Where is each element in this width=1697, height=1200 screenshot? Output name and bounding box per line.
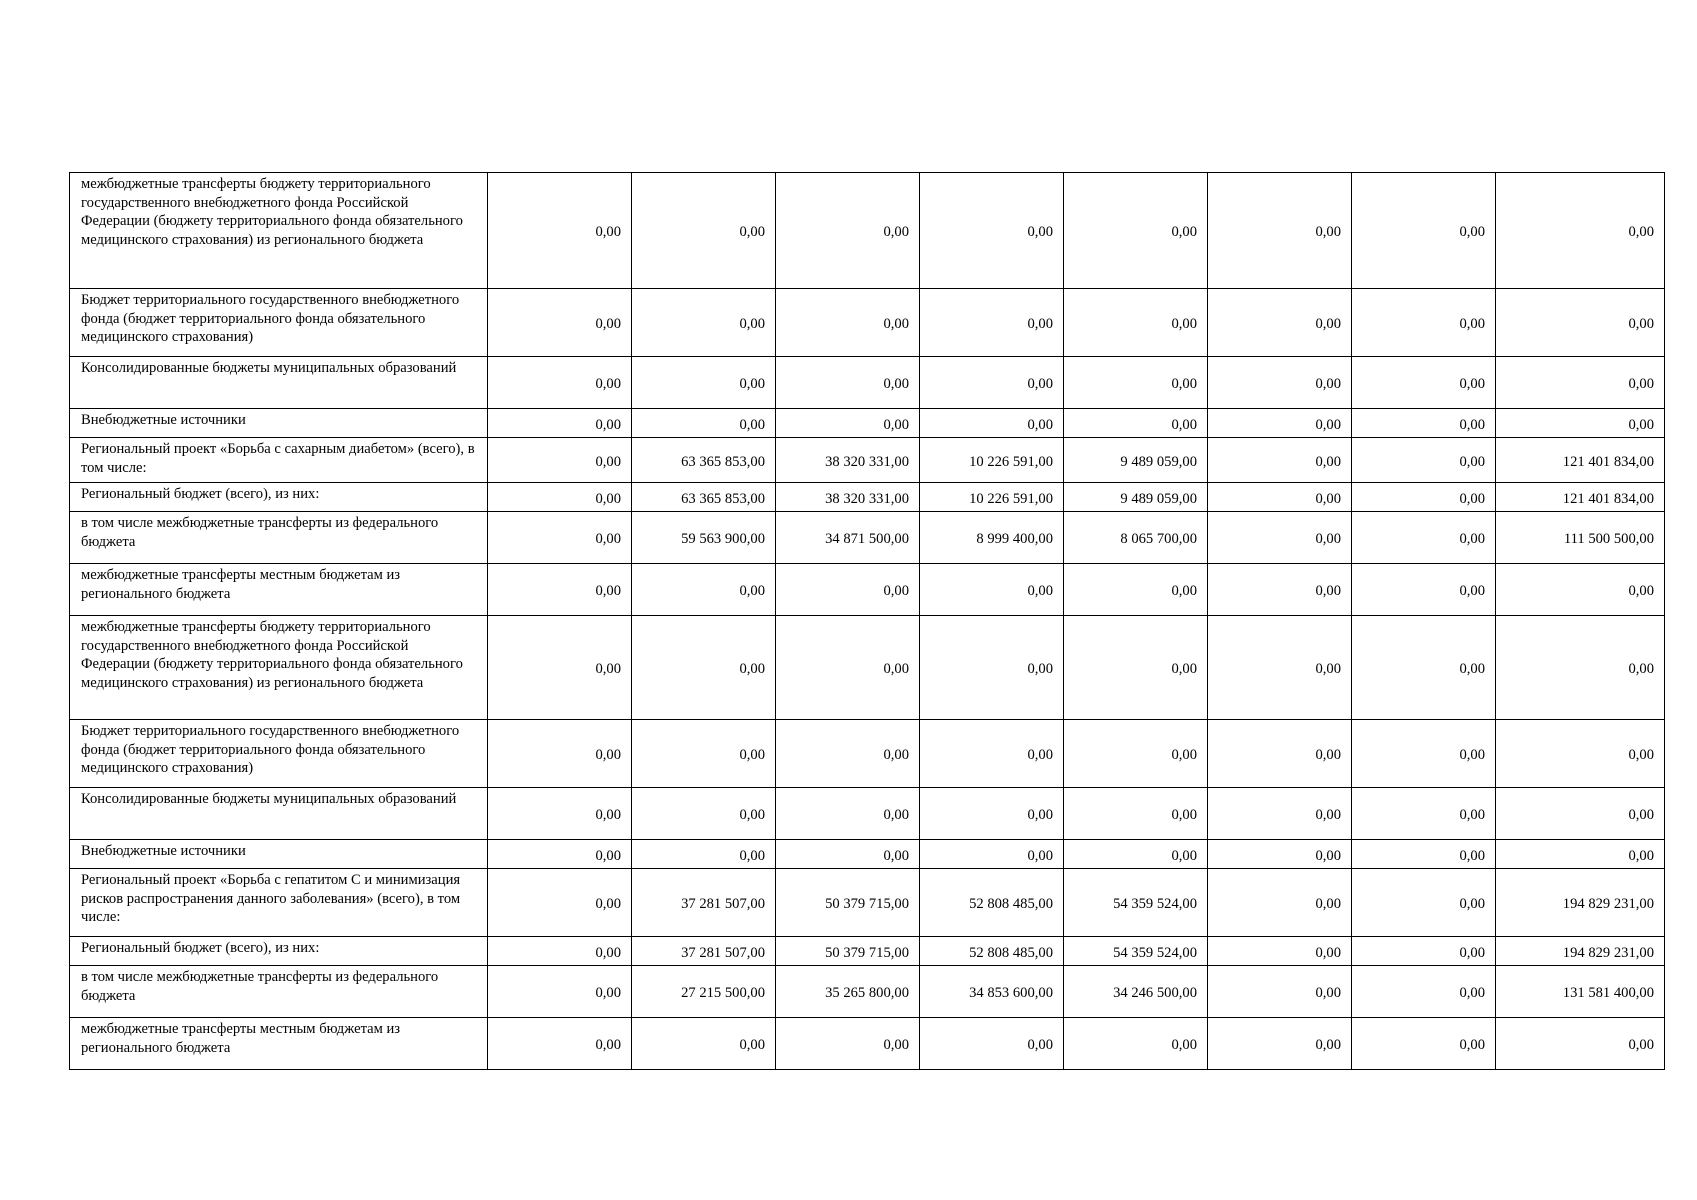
table-row [70,788,1665,840]
value-cell: 0,00 [488,289,632,357]
value-cell: 0,00 [1208,438,1352,483]
value-cell: 111 500 500,00 [1496,512,1665,564]
value-cell: 9 489 059,00 [1064,483,1208,512]
value-cell: 0,00 [1208,483,1352,512]
value-cell: 194 829 231,00 [1496,937,1665,966]
value-cell: 0,00 [1496,173,1665,289]
value-cell: 0,00 [1064,409,1208,438]
value-cell: 0,00 [1208,289,1352,357]
value-cell: 0,00 [1496,357,1665,409]
value-cell: 63 365 853,00 [632,438,776,483]
value-cell: 0,00 [488,788,632,840]
value-cell: 0,00 [1496,289,1665,357]
row-label-cell: Региональный проект «Борьба с сахарным диабетом» (всего), в том числе: [70,438,488,483]
value-cell: 0,00 [1208,788,1352,840]
value-cell: 54 359 524,00 [1064,869,1208,937]
value-cell: 9 489 059,00 [1064,438,1208,483]
row-label-cell: Консолидированные бюджеты муниципальных образований [70,357,488,409]
value-cell: 0,00 [1352,788,1496,840]
value-cell: 50 379 715,00 [776,869,920,937]
value-cell: 37 281 507,00 [632,937,776,966]
table-row [70,564,1665,616]
value-cell: 0,00 [920,840,1064,869]
value-cell: 0,00 [632,788,776,840]
value-cell: 0,00 [776,788,920,840]
table-row [70,1018,1665,1070]
row-label-cell: межбюджетные трансферты местным бюджетам из регионального бюджета [70,1018,488,1070]
value-cell: 52 808 485,00 [920,937,1064,966]
value-cell: 0,00 [632,357,776,409]
value-cell: 10 226 591,00 [920,483,1064,512]
value-cell: 27 215 500,00 [632,966,776,1018]
value-cell: 0,00 [1208,966,1352,1018]
value-cell: 8 065 700,00 [1064,512,1208,564]
value-cell: 0,00 [632,616,776,720]
value-cell: 0,00 [776,616,920,720]
value-cell: 0,00 [1352,289,1496,357]
value-cell: 37 281 507,00 [632,869,776,937]
table-row [70,616,1665,720]
value-cell: 0,00 [1496,616,1665,720]
value-cell: 0,00 [1352,937,1496,966]
row-label-cell: межбюджетные трансферты бюджету территориального государственного внебюджетного фонда Российской Федерации (бюджету территориального фонда обязательного медицинского страхования) из регионального бюджета [70,616,488,720]
value-cell: 0,00 [488,409,632,438]
value-cell: 0,00 [920,1018,1064,1070]
value-cell: 50 379 715,00 [776,937,920,966]
value-cell: 0,00 [632,173,776,289]
value-cell: 0,00 [1352,483,1496,512]
value-cell: 52 808 485,00 [920,869,1064,937]
table-row [70,173,1665,289]
value-cell: 10 226 591,00 [920,438,1064,483]
value-cell: 59 563 900,00 [632,512,776,564]
value-cell: 0,00 [1208,409,1352,438]
value-cell: 0,00 [1496,840,1665,869]
value-cell: 0,00 [488,720,632,788]
value-cell: 0,00 [1064,357,1208,409]
row-label-cell: Внебюджетные источники [70,840,488,869]
value-cell: 0,00 [776,173,920,289]
value-cell: 0,00 [632,564,776,616]
value-cell: 0,00 [1064,564,1208,616]
value-cell: 0,00 [776,1018,920,1070]
table-row [70,409,1665,438]
row-label-cell: Бюджет территориального государственного внебюджетного фонда (бюджет территориального фонда обязательного медицинского страхования) [70,289,488,357]
row-label-cell: Бюджет территориального государственного внебюджетного фонда (бюджет территориального фонда обязательного медицинского страхования) [70,720,488,788]
value-cell: 0,00 [776,564,920,616]
value-cell: 0,00 [488,869,632,937]
table-row [70,840,1665,869]
value-cell: 0,00 [1496,788,1665,840]
value-cell: 54 359 524,00 [1064,937,1208,966]
value-cell: 0,00 [1352,869,1496,937]
value-cell: 0,00 [488,512,632,564]
table-row [70,289,1665,357]
value-cell: 0,00 [920,788,1064,840]
value-cell: 0,00 [1208,564,1352,616]
row-label-cell: Консолидированные бюджеты муниципальных образований [70,788,488,840]
value-cell: 0,00 [920,409,1064,438]
value-cell: 0,00 [488,966,632,1018]
value-cell: 35 265 800,00 [776,966,920,1018]
value-cell: 0,00 [1208,357,1352,409]
value-cell: 0,00 [1352,616,1496,720]
row-label-cell: Региональный бюджет (всего), из них: [70,483,488,512]
value-cell: 0,00 [776,840,920,869]
value-cell: 0,00 [1064,1018,1208,1070]
value-cell: 0,00 [632,840,776,869]
value-cell: 0,00 [488,840,632,869]
table-row [70,720,1665,788]
value-cell: 8 999 400,00 [920,512,1064,564]
value-cell: 121 401 834,00 [1496,438,1665,483]
value-cell: 0,00 [488,1018,632,1070]
value-cell: 131 581 400,00 [1496,966,1665,1018]
value-cell: 0,00 [632,1018,776,1070]
value-cell: 0,00 [1208,937,1352,966]
value-cell: 0,00 [920,564,1064,616]
value-cell: 0,00 [1352,840,1496,869]
value-cell: 63 365 853,00 [632,483,776,512]
value-cell: 0,00 [632,289,776,357]
value-cell: 0,00 [1208,720,1352,788]
value-cell: 0,00 [1208,512,1352,564]
value-cell: 0,00 [776,409,920,438]
table-row [70,869,1665,937]
value-cell: 0,00 [1496,564,1665,616]
value-cell: 0,00 [1064,788,1208,840]
value-cell: 0,00 [1496,409,1665,438]
value-cell: 0,00 [920,616,1064,720]
value-cell: 194 829 231,00 [1496,869,1665,937]
value-cell: 0,00 [1352,564,1496,616]
value-cell: 0,00 [1352,357,1496,409]
value-cell: 0,00 [1208,869,1352,937]
value-cell: 0,00 [1352,512,1496,564]
value-cell: 0,00 [632,720,776,788]
value-cell: 0,00 [776,720,920,788]
value-cell: 0,00 [488,483,632,512]
value-cell: 0,00 [920,720,1064,788]
row-label-cell: в том числе межбюджетные трансферты из федерального бюджета [70,512,488,564]
value-cell: 0,00 [488,173,632,289]
row-label-cell: Региональный проект «Борьба с гепатитом С и минимизация рисков распространения данного заболевания» (всего), в том числе: [70,869,488,937]
row-label-cell: Внебюджетные источники [70,409,488,438]
value-cell: 121 401 834,00 [1496,483,1665,512]
value-cell: 0,00 [488,438,632,483]
value-cell: 0,00 [1352,966,1496,1018]
table-row [70,438,1665,483]
value-cell: 0,00 [920,173,1064,289]
value-cell: 0,00 [1064,173,1208,289]
value-cell: 0,00 [1064,720,1208,788]
row-label-cell: в том числе межбюджетные трансферты из федерального бюджета [70,966,488,1018]
value-cell: 0,00 [1064,840,1208,869]
table-row [70,483,1665,512]
value-cell: 38 320 331,00 [776,483,920,512]
value-cell: 0,00 [1352,720,1496,788]
table-row [70,512,1665,564]
value-cell: 34 853 600,00 [920,966,1064,1018]
value-cell: 0,00 [1208,1018,1352,1070]
value-cell: 0,00 [1352,173,1496,289]
value-cell: 0,00 [1064,289,1208,357]
budget-table-body [70,173,1665,1070]
value-cell: 0,00 [1352,438,1496,483]
value-cell: 34 246 500,00 [1064,966,1208,1018]
value-cell: 0,00 [488,564,632,616]
value-cell: 38 320 331,00 [776,438,920,483]
value-cell: 0,00 [1496,720,1665,788]
value-cell: 0,00 [632,409,776,438]
value-cell: 0,00 [488,357,632,409]
row-label-cell: межбюджетные трансферты бюджету территориального государственного внебюджетного фонда Российской Федерации (бюджету территориального фонда обязательного медицинского страхования) из регионального бюджета [70,173,488,289]
value-cell: 0,00 [1208,173,1352,289]
table-row [70,357,1665,409]
value-cell: 0,00 [776,289,920,357]
value-cell: 0,00 [776,357,920,409]
value-cell: 0,00 [920,357,1064,409]
value-cell: 0,00 [1208,840,1352,869]
value-cell: 0,00 [1208,616,1352,720]
value-cell: 0,00 [488,616,632,720]
value-cell: 0,00 [920,289,1064,357]
value-cell: 0,00 [1496,1018,1665,1070]
table-row [70,937,1665,966]
budget-table [69,172,1665,1070]
value-cell: 0,00 [1352,409,1496,438]
row-label-cell: Региональный бюджет (всего), из них: [70,937,488,966]
table-row [70,966,1665,1018]
value-cell: 0,00 [488,937,632,966]
value-cell: 0,00 [1064,616,1208,720]
value-cell: 34 871 500,00 [776,512,920,564]
row-label-cell: межбюджетные трансферты местным бюджетам из регионального бюджета [70,564,488,616]
value-cell: 0,00 [1352,1018,1496,1070]
